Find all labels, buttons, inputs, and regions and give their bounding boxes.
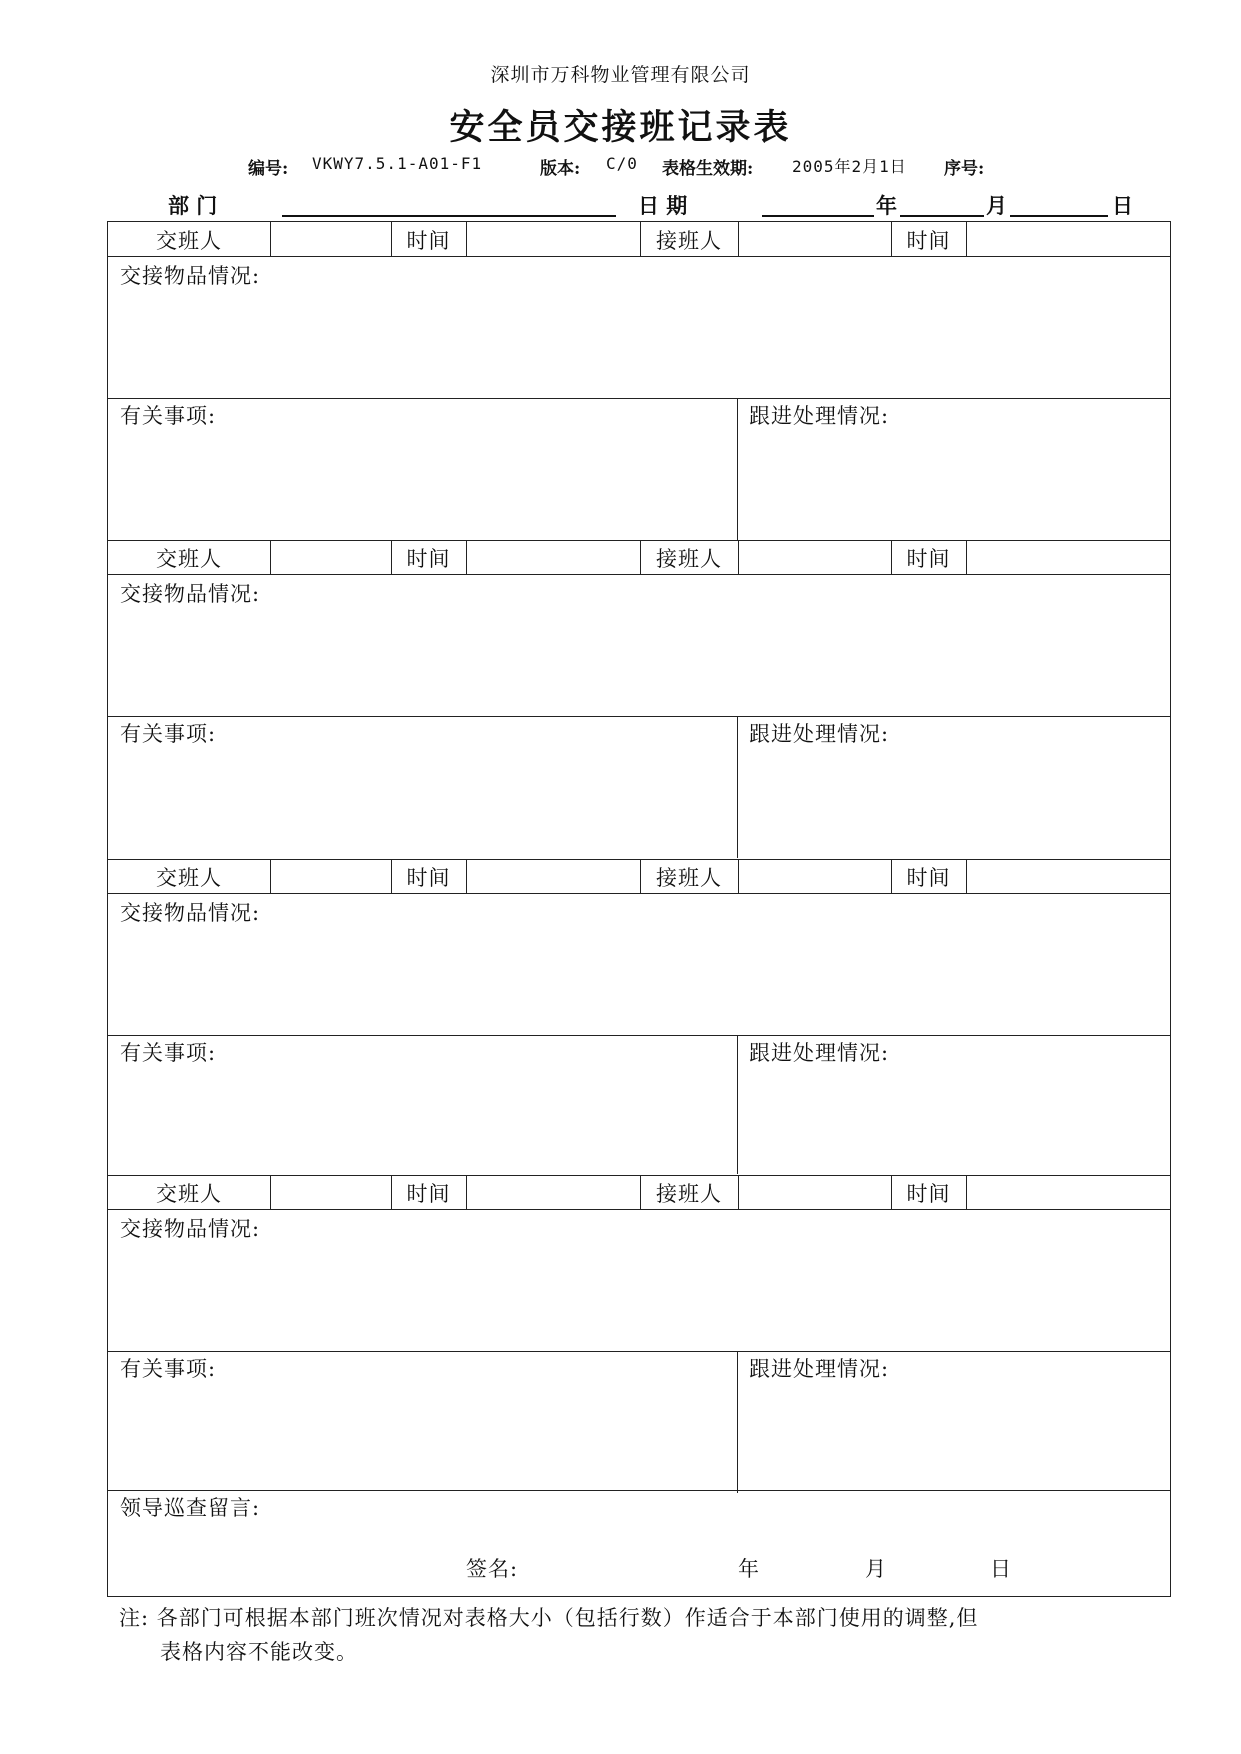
version-value: C/0 [606, 154, 638, 173]
receiver-label: 接班人 [656, 866, 722, 890]
block-3-matters-line [108, 1035, 1170, 1036]
block-3-header-divider [966, 859, 967, 893]
handover-time-label: 时间 [406, 229, 451, 253]
handover-person-label: 交班人 [156, 547, 222, 571]
handover-time-field[interactable] [468, 222, 639, 256]
block-4-header-divider [966, 1175, 967, 1209]
handover-person-label: 交班人 [156, 866, 222, 890]
block-2-matters-divider [737, 716, 738, 858]
day-label: 日 [1112, 193, 1133, 218]
block-2-header-divider [738, 540, 739, 574]
leader-month-label: 月 [865, 1557, 887, 1581]
receive-time-field[interactable] [968, 859, 1168, 893]
receive-time-field[interactable] [968, 540, 1168, 574]
items-label: 交接物品情况: [120, 264, 261, 288]
footnote-line-2: 表格内容不能改变。 [160, 1640, 358, 1664]
receiver-field[interactable] [740, 540, 890, 574]
company-name: 深圳市万科物业管理有限公司 [490, 64, 751, 86]
block-1-items-line [108, 256, 1170, 257]
code-label: 编号: [248, 159, 289, 179]
block-4-matters-divider [737, 1351, 738, 1493]
block-1-header-divider [738, 222, 739, 256]
handover-person-field[interactable] [272, 859, 390, 893]
version-label: 版本: [540, 159, 581, 179]
date-label: 日 期 [638, 193, 688, 218]
handover-time-field[interactable] [468, 859, 639, 893]
receive-time-label: 时间 [906, 866, 951, 890]
receive-time-label: 时间 [906, 1182, 951, 1206]
matters-label: 有关事项: [120, 404, 217, 428]
handover-form [107, 221, 1171, 1597]
block-2-items-line [108, 574, 1170, 575]
handover-time-label: 时间 [406, 1182, 451, 1206]
receiver-field[interactable] [740, 1175, 890, 1209]
month-label: 月 [986, 193, 1007, 218]
handover-person-field[interactable] [272, 540, 390, 574]
receiver-field[interactable] [740, 859, 890, 893]
followup-label: 跟进处理情况: [749, 722, 890, 746]
handover-time-label: 时间 [406, 866, 451, 890]
handover-person-field[interactable] [272, 222, 390, 256]
followup-label: 跟进处理情况: [749, 1357, 890, 1381]
block-3-header-divider [270, 859, 271, 893]
leader-comment-label: 领导巡查留言: [120, 1496, 261, 1520]
handover-person-label: 交班人 [156, 1182, 222, 1206]
year-label: 年 [876, 193, 897, 218]
receive-time-field[interactable] [968, 1175, 1168, 1209]
block-4-header-divider [466, 1175, 467, 1209]
handover-time-label: 时间 [406, 547, 451, 571]
serial-label: 序号: [944, 159, 985, 179]
receiver-label: 接班人 [656, 229, 722, 253]
handover-person-field[interactable] [272, 1175, 390, 1209]
block-3-header-divider [466, 859, 467, 893]
followup-label: 跟进处理情况: [749, 1041, 890, 1065]
items-label: 交接物品情况: [120, 582, 261, 606]
receive-time-label: 时间 [906, 547, 951, 571]
handover-person-label: 交班人 [156, 229, 222, 253]
block-2-header-divider [466, 540, 467, 574]
block-2-header-divider [966, 540, 967, 574]
matters-label: 有关事项: [120, 722, 217, 746]
receive-time-label: 时间 [906, 229, 951, 253]
receiver-label: 接班人 [656, 1182, 722, 1206]
leader-top-line [108, 1490, 1170, 1491]
code-value: VKWY7.5.1-A01-F1 [312, 154, 483, 173]
block-2-header-divider [270, 540, 271, 574]
leader-year-label: 年 [738, 1557, 760, 1581]
items-label: 交接物品情况: [120, 901, 261, 925]
dept-label: 部 门 [168, 193, 218, 218]
dept-field[interactable] [282, 215, 616, 217]
block-3-header-divider [738, 859, 739, 893]
block-1-matters-divider [737, 398, 738, 540]
footnote-line-1: 注: 各部门可根据本部门班次情况对表格大小（包括行数）作适合于本部门使用的调整,但 [119, 1606, 979, 1630]
receiver-label: 接班人 [656, 547, 722, 571]
receiver-field[interactable] [740, 222, 890, 256]
leader-day-label: 日 [990, 1557, 1012, 1581]
effective-value: 2005年2月1日 [792, 157, 907, 176]
year-field[interactable] [762, 215, 874, 217]
block-3-matters-divider [737, 1035, 738, 1174]
block-4-matters-line [108, 1351, 1170, 1352]
block-1-header-divider [466, 222, 467, 256]
day-field[interactable] [1010, 215, 1108, 217]
matters-label: 有关事项: [120, 1357, 217, 1381]
block-4-header-divider [738, 1175, 739, 1209]
followup-label: 跟进处理情况: [749, 404, 890, 428]
block-3-items-line [108, 893, 1170, 894]
block-1-header-divider [966, 222, 967, 256]
month-field[interactable] [900, 215, 984, 217]
matters-label: 有关事项: [120, 1041, 217, 1065]
items-label: 交接物品情况: [120, 1217, 261, 1241]
block-4-header-divider [270, 1175, 271, 1209]
handover-time-field[interactable] [468, 1175, 639, 1209]
receive-time-field[interactable] [968, 222, 1168, 256]
block-2-matters-line [108, 716, 1170, 717]
page-title: 安全员交接班记录表 [449, 107, 792, 148]
block-4-items-line [108, 1209, 1170, 1210]
handover-time-field[interactable] [468, 540, 639, 574]
block-1-matters-line [108, 398, 1170, 399]
signature-label: 签名: [466, 1557, 519, 1581]
block-1-header-divider [270, 222, 271, 256]
effective-label: 表格生效期: [662, 159, 754, 179]
